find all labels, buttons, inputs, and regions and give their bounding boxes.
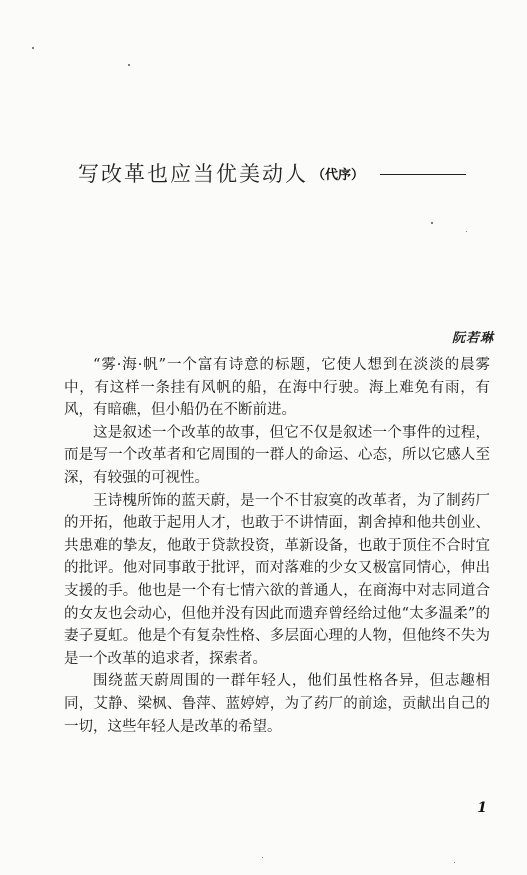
paragraph: 围绕蓝天蔚周围的一群年轻人，他们虽性格各异，但志趣相同，艾静、梁枫、鲁萍、蓝婷婷，为了药厂的前途，贡献出自己的一切，这些年轻人是改革的希望。 (64, 673, 490, 735)
chapter-title-main: 写改革也应当优美动人 (78, 162, 308, 186)
paragraph: “雾·海·帆”一个富有诗意的标题，它使人想到在淡淡的晨雾中，有这样一条挂有风帆的船，在海中行驶。海上难免有雨，有风，有暗礁，但小船仍在不断前进。 (64, 357, 490, 419)
page-number: 1 (477, 800, 487, 816)
paragraph: 王诗槐所饰的蓝天蔚，是一个不甘寂寞的改革者，为了制药厂的开拓，他敢于起用人才，也敢于不讲情面，割舍掉和他共创业、共患难的挚友，他敢于贷款投资，革新设备，也敢于顶住不合时宜的批评。他对同事敢于批评，而对落难的少女又极富同情心，伸出支援的手。他也是一个有七情六欲的普通人，在商海中对志同道合的女友也会动心，但他并没有因此而遗弃曾经给过他“太多温柔”的妻子夏虹。他是个有复杂性格、多层面心理的人物，但他终不失为是一个改革的追求者，探索者。 (64, 492, 490, 667)
chapter-title (78, 153, 478, 193)
paper-speck (466, 231, 467, 232)
paper-speck (262, 857, 263, 858)
chapter-title-subtitle: （代序） (312, 167, 365, 183)
paper-speck (128, 64, 130, 66)
title-rule-line (380, 174, 466, 175)
author-name: 阮若琳 (451, 331, 494, 346)
paper-speck (431, 222, 433, 224)
paragraph: 这是叙述一个改革的故事，但它不仅是叙述一个事件的过程，而是写一个改革者和它周围的一群人的命运、心态，所以它感人至深，有较强的可视性。 (64, 424, 490, 486)
paper-speck (32, 47, 34, 49)
paper-speck (454, 862, 455, 863)
body-text (64, 354, 490, 738)
